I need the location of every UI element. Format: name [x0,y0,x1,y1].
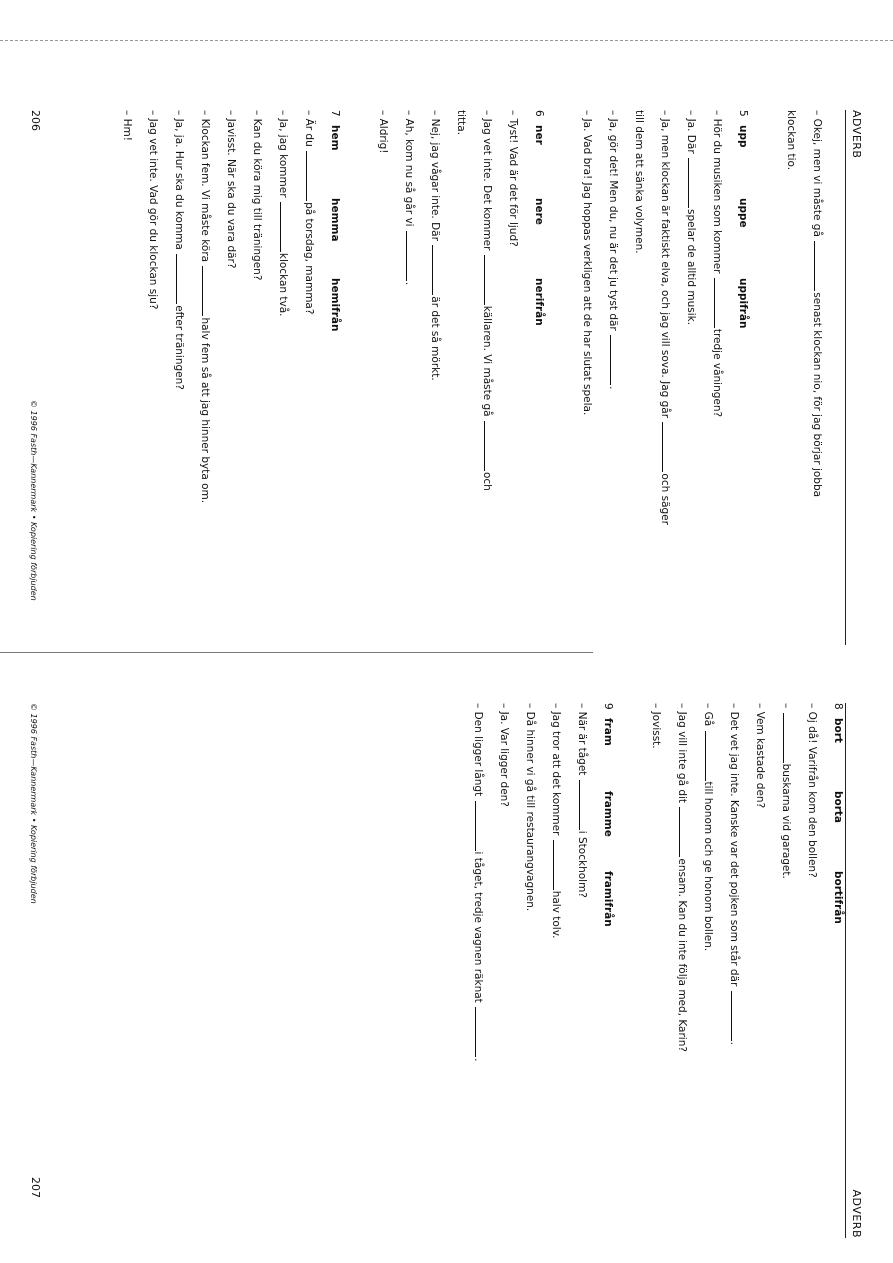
answer-blank[interactable] [484,255,495,305]
answer-blank[interactable] [280,202,291,252]
line-text: – Är du [303,110,315,147]
line-text: och säger [659,473,671,525]
line-text: klockan tio. [785,110,797,171]
line-text: till dem att sänka volymen. [633,110,645,254]
exercise-line [778,110,804,645]
line-text: – Nej, jag vågar inte. Där [429,110,441,241]
exercise-line [721,703,747,1238]
line-text: – Det vet jag inte. Kanske var det pojken som står där [728,703,740,987]
answer-blank[interactable] [432,245,443,295]
line-text: – Tyst! Vad är det för ljud? [507,110,519,247]
line-text: – Ja, gör det! Men du, nu är det ju tyst där [607,110,619,331]
answer-blank[interactable] [814,241,825,291]
page-207 [0,703,893,1238]
exercise-line [704,110,730,645]
line-text: . [403,281,415,286]
line-text: källaren. Vi måste gå [481,305,493,417]
exercise-line [465,703,491,1238]
line-text: halv tolv. [550,890,562,939]
adverb-word: nere [533,198,545,225]
exercise-line [396,110,422,645]
line-text: halv fem så att jag hinner byta om. [199,317,211,504]
exercise-section-heading [322,110,348,645]
answer-blank[interactable] [406,231,417,281]
adverb-word: hemma [329,198,341,242]
adverb-word: uppe [737,198,749,228]
line-text: – Ja, ja. Hur ska du komma [173,110,185,250]
copyright-footer: © 1996 Fasth—Kannermark • Kopiering förbjuden [29,703,38,904]
adverb-word: framme [602,791,614,837]
adverb-word: fram [602,718,614,746]
exercise-line [643,703,669,1238]
line-text: – Ja. Där [685,110,697,154]
line-text: spelar de alltid musik. [685,208,697,326]
line-text: – Oj då! Varifrån kom den bollen? [806,703,818,878]
answer-blank[interactable] [783,713,794,763]
page-header: ADVERB [850,110,863,159]
answer-blank[interactable] [306,151,317,201]
exercise-line [166,110,192,645]
exercise-line [626,110,652,645]
page-header: ADVERB [850,1189,863,1238]
answer-blank[interactable] [662,422,673,472]
answer-blank[interactable] [705,731,716,781]
exercise-number: 8 [832,703,844,710]
answer-blank[interactable] [475,801,486,851]
exercise-line [799,703,825,1238]
line-text: tredje våningen? [711,328,723,418]
line-text: – Ah, kom nu så går vi [403,110,415,227]
line-text: – Vem kastade den? [754,703,766,809]
line-text: i tåget, tredje vagnen räknat [472,851,484,1003]
line-text: – Hm! [121,110,133,141]
exercise-line [296,110,322,645]
page-divider [0,652,593,653]
line-text: – Hör du musiken som kommer [711,110,723,274]
line-text: – Den ligger långt [472,703,484,797]
exercise-line [747,703,773,1238]
exercise-line [600,110,626,645]
exercise-line [678,110,704,645]
line-text: efter träningen? [173,305,185,390]
answer-blank[interactable] [579,780,590,830]
line-text: och [481,471,493,491]
exercise-line [370,110,396,645]
line-text: till honom och ge honom bollen. [702,781,714,952]
line-text: – Jag vill inte gå dit [676,703,688,804]
answer-blank[interactable] [176,254,187,304]
exercise-line [244,110,270,645]
header-rule [845,110,846,645]
exercise-line [474,110,500,645]
exercise-line [804,110,830,645]
line-text: . [728,1041,740,1045]
adverb-word: nerifrån [533,278,545,326]
exercise-line [652,110,678,645]
exercise-line [669,703,695,1238]
exercise-line [500,110,526,645]
exercise-line [773,703,799,1238]
line-text: i Stockholm? [576,830,588,898]
line-text: – Ja, jag kommer [277,110,289,198]
page-206 [0,110,893,645]
line-text: ensam. Kan du inte följa med, Karin? [676,858,688,1052]
line-text: – Jag tror att det kommer [550,703,562,836]
adverb-word: upp [737,125,749,148]
adverb-word: bort [832,718,844,743]
line-text: – Jag vet inte. Vad gör du klockan sju? [147,110,159,310]
exercise-line [543,703,569,1238]
line-text: . [472,1058,484,1062]
exercise-line [218,110,244,645]
exercise-line [517,703,543,1238]
line-text: – Okej, men vi måste gå [811,110,823,237]
scan-edge-line [0,40,893,41]
line-text: – Kan du köra mig till träningen? [251,110,263,281]
exercise-line [270,110,296,645]
answer-blank[interactable] [202,266,213,316]
line-text: – [780,703,792,709]
adverb-word: hem [329,125,341,151]
adverb-word: borta [832,791,844,824]
line-text: – Ja. Var ligger den? [498,703,510,807]
adverb-word: framifrån [602,871,614,927]
answer-blank[interactable] [731,991,742,1041]
answer-blank[interactable] [688,158,699,208]
exercise-line [140,110,166,645]
line-text: – När är tåget [576,703,588,776]
exercise-line [574,110,600,645]
adverb-word: ner [533,125,545,145]
exercise-number: 9 [602,703,614,710]
exercise-line [569,703,595,1238]
line-text: – Aldrig! [377,110,389,154]
answer-blank[interactable] [484,421,495,471]
page-number: 206 [29,110,42,131]
exercise-line [695,703,721,1238]
line-text: – Ja, men klockan är faktiskt elva, och jag vill sova. Jag går [659,110,671,419]
line-text: senast klockan nio, för jag börjar jobba [811,292,823,498]
adverb-word: uppifrån [737,278,749,329]
line-text: på torsdag, mamma? [303,202,315,315]
answer-blank[interactable] [679,807,690,857]
adverb-word: hemifrån [329,278,341,332]
line-text: klockan två. [277,252,289,317]
exercise-section-heading [595,703,621,1238]
exercise-number: 7 [329,110,341,117]
line-text: – Klockan fem. Vi måste köra [199,110,211,263]
exercise-line [422,110,448,645]
line-text: – Gå [702,703,714,727]
exercise-section-heading [730,110,756,645]
line-text: titta. [455,110,467,136]
answer-blank[interactable] [714,278,725,328]
line-text: – Jag vet inte. Det kommer [481,110,493,251]
exercise-section-heading [526,110,552,645]
exercise-body [114,110,830,645]
exercise-line [491,703,517,1238]
line-text: buskarna vid garaget. [780,763,792,879]
exercise-number: 5 [737,110,749,117]
copyright-footer: © 1996 Fasth—Kannermark • Kopiering förbjuden [29,400,38,601]
adverb-word: bortifrån [832,871,844,924]
line-text: – Javisst. När ska du vara där? [225,110,237,269]
exercise-section-heading [825,703,851,1238]
exercise-line [448,110,474,645]
line-text: . [607,386,619,390]
line-text: är det så mörkt. [429,296,441,381]
page-number: 207 [29,1177,42,1198]
answer-blank[interactable] [553,840,564,890]
line-text: – Då hinner vi gå till restaurangvagnen. [524,703,536,912]
line-text: – Ja. Vad bra! Jag hoppas verkligen att de har slutat spela. [581,110,593,416]
line-text: – Jovisst. [650,703,662,749]
exercise-number: 6 [533,110,545,117]
exercise-line [114,110,140,645]
answer-blank[interactable] [475,1007,486,1057]
exercise-body [465,703,875,1238]
exercise-line [192,110,218,645]
answer-blank[interactable] [610,335,621,385]
